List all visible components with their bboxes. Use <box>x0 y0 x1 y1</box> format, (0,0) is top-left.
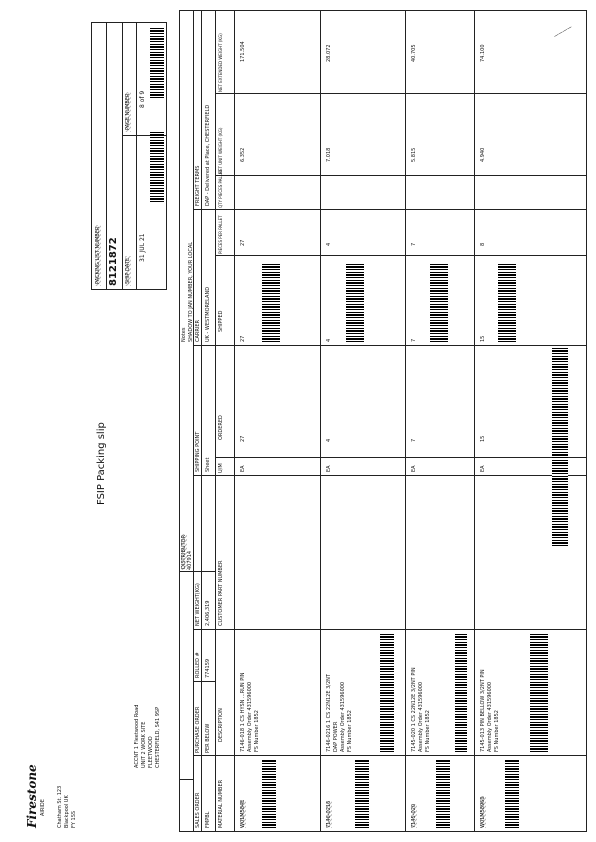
purchase-order-label: PURCHASE ORDER <box>195 706 201 753</box>
shipped-barcode <box>262 262 280 342</box>
col-qty-pieces: QTY PIECES PALLET <box>218 169 223 208</box>
row-description: 7146-0216 1 CS 22N12E 3/2NT <box>326 674 332 752</box>
row-ext-weight: 28.072 <box>326 44 332 62</box>
col-um: U/M <box>218 463 224 473</box>
purchase-order-value: PER BELOW <box>205 723 211 753</box>
ship-date-value: 31 JUL 21 <box>139 233 146 262</box>
col-net-extended-weight: NET EXTENDED WEIGHT (KG) <box>218 33 223 92</box>
sender-address-line: FY 1SS <box>71 810 77 828</box>
row-description: FS Number 1852 <box>494 710 500 752</box>
row-ext-weight: 74.100 <box>480 44 486 62</box>
rolled-value: 774159 <box>205 658 211 678</box>
packing-list-barcode <box>150 130 164 202</box>
row-ordered: 15 <box>480 435 486 442</box>
col-description: DESCRIPTION <box>218 708 224 742</box>
row-description: Assembly Order 431596000 <box>418 681 424 752</box>
description-barcode <box>380 634 394 752</box>
distributor-label: DISTRIBUTOR <box>181 534 187 569</box>
net-weight-label: NET WEIGHT(KG) <box>195 583 201 626</box>
shipping-point-label: SHIPPING POINT <box>195 431 201 472</box>
sales-order-value: FMPBL <box>205 811 211 828</box>
row-material: W01M58960 <box>480 796 486 828</box>
row-material: W01M584E <box>240 799 246 828</box>
row-shipped: 27 <box>240 335 246 342</box>
row-um: EA <box>240 465 246 472</box>
row-pieces: 4 <box>326 242 332 246</box>
row-um: EA <box>326 465 332 472</box>
row-ordered: 7 <box>411 438 417 442</box>
shipped-barcode <box>498 262 516 342</box>
sales-order-label: SALES ORDER <box>195 792 201 828</box>
row-um: EA <box>411 465 417 472</box>
row-description: Assembly Order 431596000 <box>340 681 346 752</box>
row-shipped: 15 <box>480 335 486 342</box>
col-ordered: ORDERED <box>218 415 224 440</box>
row-pieces: 8 <box>480 242 486 246</box>
row-ext-weight: 40.705 <box>411 44 417 62</box>
row-description: Assembly Order 431596000 <box>247 681 253 752</box>
col-pieces-per-pallet: PIECES PER PALLET <box>218 215 223 254</box>
shipped-barcode <box>346 262 364 342</box>
description-barcode <box>530 634 548 752</box>
row-shipped: 7 <box>411 338 417 342</box>
row-pieces: 7 <box>411 242 417 246</box>
material-barcode <box>505 760 519 828</box>
row-ordered: 4 <box>326 438 332 442</box>
carrier-label: CARRIER <box>195 320 201 342</box>
distributor-value: 407914 <box>187 550 193 570</box>
col-shipped: SHIPPED <box>218 310 224 332</box>
col-customer-part: CUSTOMER PART NUMBER <box>218 560 224 626</box>
consignee-line: UNIT 2 WORK SITE <box>141 721 147 768</box>
material-barcode <box>355 760 369 828</box>
row-unit-weight: 5.815 <box>411 147 417 162</box>
material-barcode <box>262 760 276 828</box>
net-weight-value: 2,406,319 <box>205 600 211 626</box>
row-ext-weight: 171.504 <box>240 41 246 62</box>
row-description: 7145-013 PIN BELLOW 3/2NT PIN <box>480 669 486 752</box>
consignee-line: CHESTERFIELD, S41 9SP <box>155 706 161 768</box>
row-material: 7145-020 <box>411 803 417 828</box>
footer-barcode <box>552 346 568 546</box>
row-shipped: 4 <box>326 338 332 342</box>
row-description: FS Number 1852 <box>425 710 431 752</box>
freight-terms-value: DAP - Delivered at Place, CHESTERFIELD <box>205 104 211 206</box>
consignee-line: ACCNT 1 Fleetwood Road <box>134 704 140 768</box>
page-barcode <box>150 28 164 98</box>
carrier-value: UK - WESTMORELAND <box>205 286 211 342</box>
notes-label: Notes <box>181 327 187 342</box>
row-description: 7145-020 1 CS 22N12E 3/2NT PIN <box>411 667 417 752</box>
row-ordered: 27 <box>240 435 246 442</box>
row-material: 7146-0216 <box>326 800 332 828</box>
notes-value: SHADOW TO JAN NUMBER, YOUR LOCAL <box>188 241 194 342</box>
row-description: Assembly Order 431596000 <box>487 681 493 752</box>
row-unit-weight: 4.940 <box>480 147 486 162</box>
packing-list-number: 8121872 <box>108 237 119 286</box>
row-um: EA <box>480 465 486 472</box>
description-barcode <box>455 634 467 752</box>
row-description: FS Number 1852 <box>347 710 353 752</box>
corner-mark: ———— <box>552 24 574 40</box>
row-description: FS Number 1852 <box>254 710 260 752</box>
shipping-point-value: Sheet <box>205 457 211 472</box>
ship-date-label: SHIP DATE <box>125 257 131 284</box>
packing-list-label: PACKING LIST NUMBER <box>95 226 101 284</box>
row-pieces: 27 <box>240 239 246 246</box>
page-number-label: PAGE NUMBER <box>125 93 131 130</box>
company-logo: Firestone <box>25 764 39 828</box>
material-barcode <box>436 760 450 828</box>
col-net-unit-weight: NET UNIT WEIGHT (KG) <box>218 127 223 174</box>
company-logo-sub: AIRIDE <box>40 799 46 816</box>
sender-address-line: Chatham St. 123 <box>57 785 63 828</box>
sender-address-line: Blackpool UK <box>64 795 70 828</box>
row-description: 7146-018 1 CS HYSN ...RUN PIN <box>240 672 246 752</box>
consignee-line: FLEETWOOD <box>148 736 154 768</box>
document-title: FSIP Packing slip <box>96 422 107 505</box>
shipped-barcode <box>430 262 448 342</box>
col-material-number: MATERIAL NUMBER <box>218 779 224 828</box>
page-number-value: 8 of 9 <box>139 90 146 108</box>
row-unit-weight: 6.352 <box>240 147 246 162</box>
freight-terms-label: FREIGHT TERMS <box>195 165 201 206</box>
rolled-label: ROLLED # <box>195 652 201 678</box>
row-description: DAP POWER <box>333 721 339 752</box>
row-unit-weight: 7.018 <box>326 147 332 162</box>
